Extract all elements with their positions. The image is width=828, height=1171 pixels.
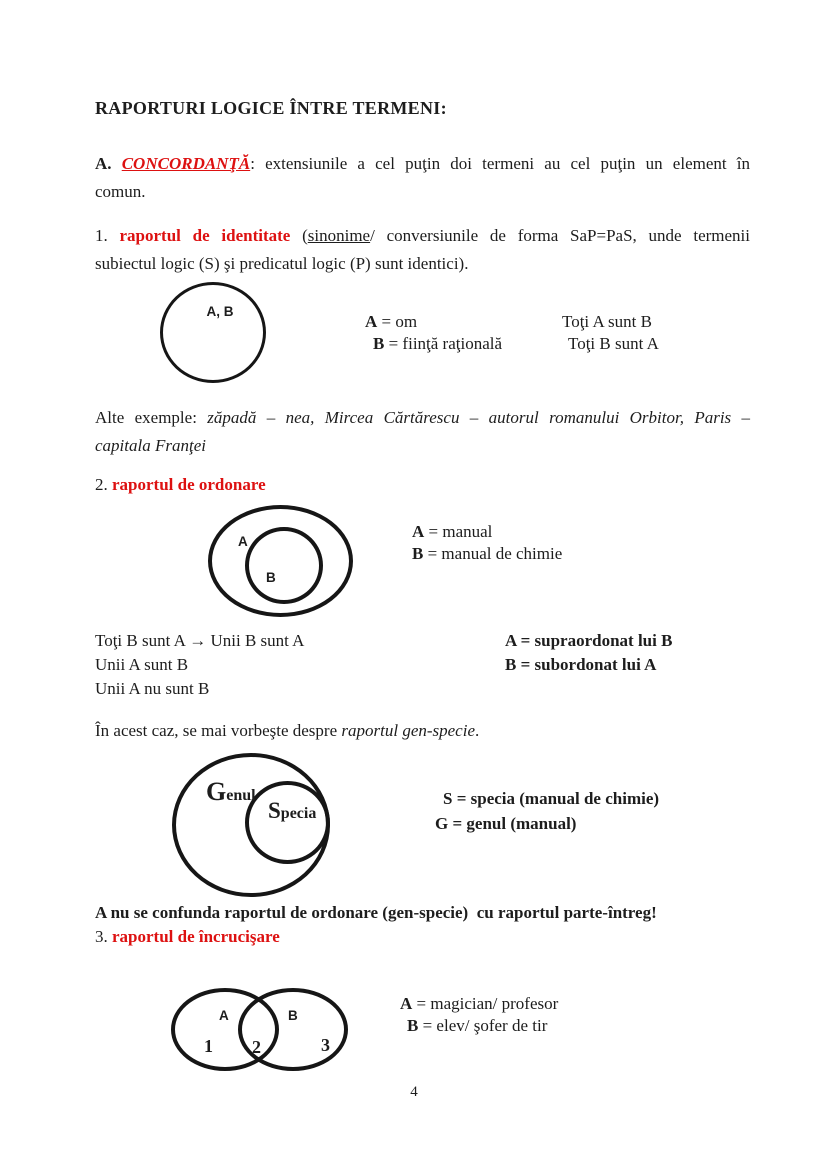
intersection-def-b-term: B: [407, 1016, 419, 1035]
item1-line1: [95, 222, 750, 250]
ordering-statement-1: Toţi B sunt A → Unii B sunt A: [95, 631, 305, 650]
ordering-inner-circle: [245, 527, 323, 604]
intersection-def-a-term: A: [400, 994, 413, 1013]
intersection-def-a-rest: = magician/ profesor: [412, 994, 559, 1013]
identity-circle-label: A, B: [206, 304, 234, 319]
specia-definition: S = specia (manual de chimie): [443, 789, 660, 808]
section-a-rest1: : extensiunile a cel puţin doi termeni au cel puţin un element în: [250, 154, 751, 173]
examples-line1: [95, 404, 750, 432]
gen-specie-lead: În acest caz, se mai vorbeşte despre: [95, 721, 342, 740]
ordering-right-2: B = subordonat lui A: [505, 655, 657, 674]
ordering-right-1: A = supraordonat lui B: [505, 631, 673, 650]
identity-statement-1: Toţi A sunt B: [562, 312, 652, 331]
item1-line2: subiectul logic (S) şi predicatul logic (P) sunt identici).: [95, 254, 469, 273]
item1-open: (: [290, 226, 308, 245]
genul-label: [206, 779, 256, 805]
identity-def-a: [365, 311, 417, 333]
ordering-def-b: [412, 543, 562, 565]
identity-def-b-term: B: [373, 334, 385, 353]
genul-label-small: enul: [226, 787, 256, 804]
intersection-region-3: 3: [321, 1035, 330, 1055]
item3-number: 3.: [95, 927, 112, 946]
specia-label: [268, 799, 316, 823]
warning-line: A nu se confunda raportul de ordonare (gen-specie) cu raportul parte-întreg!: [95, 903, 657, 922]
item3-heading: [95, 926, 280, 948]
identity-def-b: [373, 333, 502, 355]
specia-label-big: S: [268, 798, 281, 823]
gen-specie-tail: .: [475, 721, 480, 740]
item1-paragraph: [95, 222, 750, 278]
ordering-def-b-rest: = manual de chimie: [423, 544, 563, 563]
intersection-region-1: 1: [204, 1036, 213, 1056]
section-a-line2: comun.: [95, 182, 146, 201]
ordering-def-a-term: A: [412, 522, 425, 541]
examples-paragraph: [95, 404, 750, 460]
genul-label-big: G: [206, 777, 227, 806]
item1-number: 1.: [95, 226, 120, 245]
page-number: 4: [410, 1084, 418, 1100]
item1-keyword: raportul de identitate: [119, 226, 291, 245]
page-title: RAPORTURI LOGICE ÎNTRE TERMENI:: [95, 98, 447, 118]
intersection-def-b: [407, 1015, 547, 1037]
identity-statement-2: Toţi B sunt A: [568, 334, 659, 353]
section-a-line1: [95, 150, 750, 178]
ordering-label-a: A: [238, 534, 248, 549]
identity-venn-circle: [160, 282, 266, 383]
item1-rest1: / conversiunile de forma SaP=PaS, unde termenii: [370, 226, 750, 245]
genul-definition: G = genul (manual): [435, 814, 577, 833]
item2-number: 2.: [95, 475, 112, 494]
intersection-region-2: 2: [252, 1037, 261, 1057]
identity-def-a-rest: = om: [377, 312, 418, 331]
intersection-def-b-rest: = elev/ şofer de tir: [418, 1016, 548, 1035]
examples-italic1: zăpadă – nea, Mircea Cărtărescu – autorul romanului Orbitor, Paris –: [207, 408, 751, 427]
identity-def-a-term: A: [365, 312, 378, 331]
intersection-label-a: A: [219, 1008, 229, 1023]
examples-lead: Alte exemple:: [95, 408, 208, 427]
gen-specie-sentence: [95, 720, 479, 742]
ordering-def-a: [412, 521, 492, 543]
intersection-def-a: [400, 993, 558, 1015]
intersection-label-b: B: [288, 1008, 298, 1023]
specia-label-small: pecia: [280, 805, 317, 822]
item2-keyword: raportul de ordonare: [112, 475, 266, 494]
ordering-def-b-term: B: [412, 544, 424, 563]
item1-underlined-word: sinonime: [307, 226, 371, 245]
identity-def-b-rest: = fiinţă raţională: [384, 334, 503, 353]
item3-keyword: raportul de încrucişare: [112, 927, 280, 946]
ordering-statement-3: Unii A nu sunt B: [95, 679, 210, 698]
ordering-statement-2: Unii A sunt B: [95, 655, 189, 674]
gen-specie-italic: raportul gen-specie: [341, 721, 475, 740]
ordering-label-b: B: [266, 570, 276, 585]
item2-heading: [95, 474, 266, 496]
section-a-label: A.: [95, 154, 122, 173]
section-a-keyword: CONCORDANŢĂ: [121, 154, 251, 173]
examples-line2: capitala Franţei: [95, 436, 206, 455]
intersection-right-ellipse: [238, 988, 348, 1071]
ordering-def-a-rest: = manual: [424, 522, 493, 541]
section-a-paragraph: [95, 150, 750, 206]
